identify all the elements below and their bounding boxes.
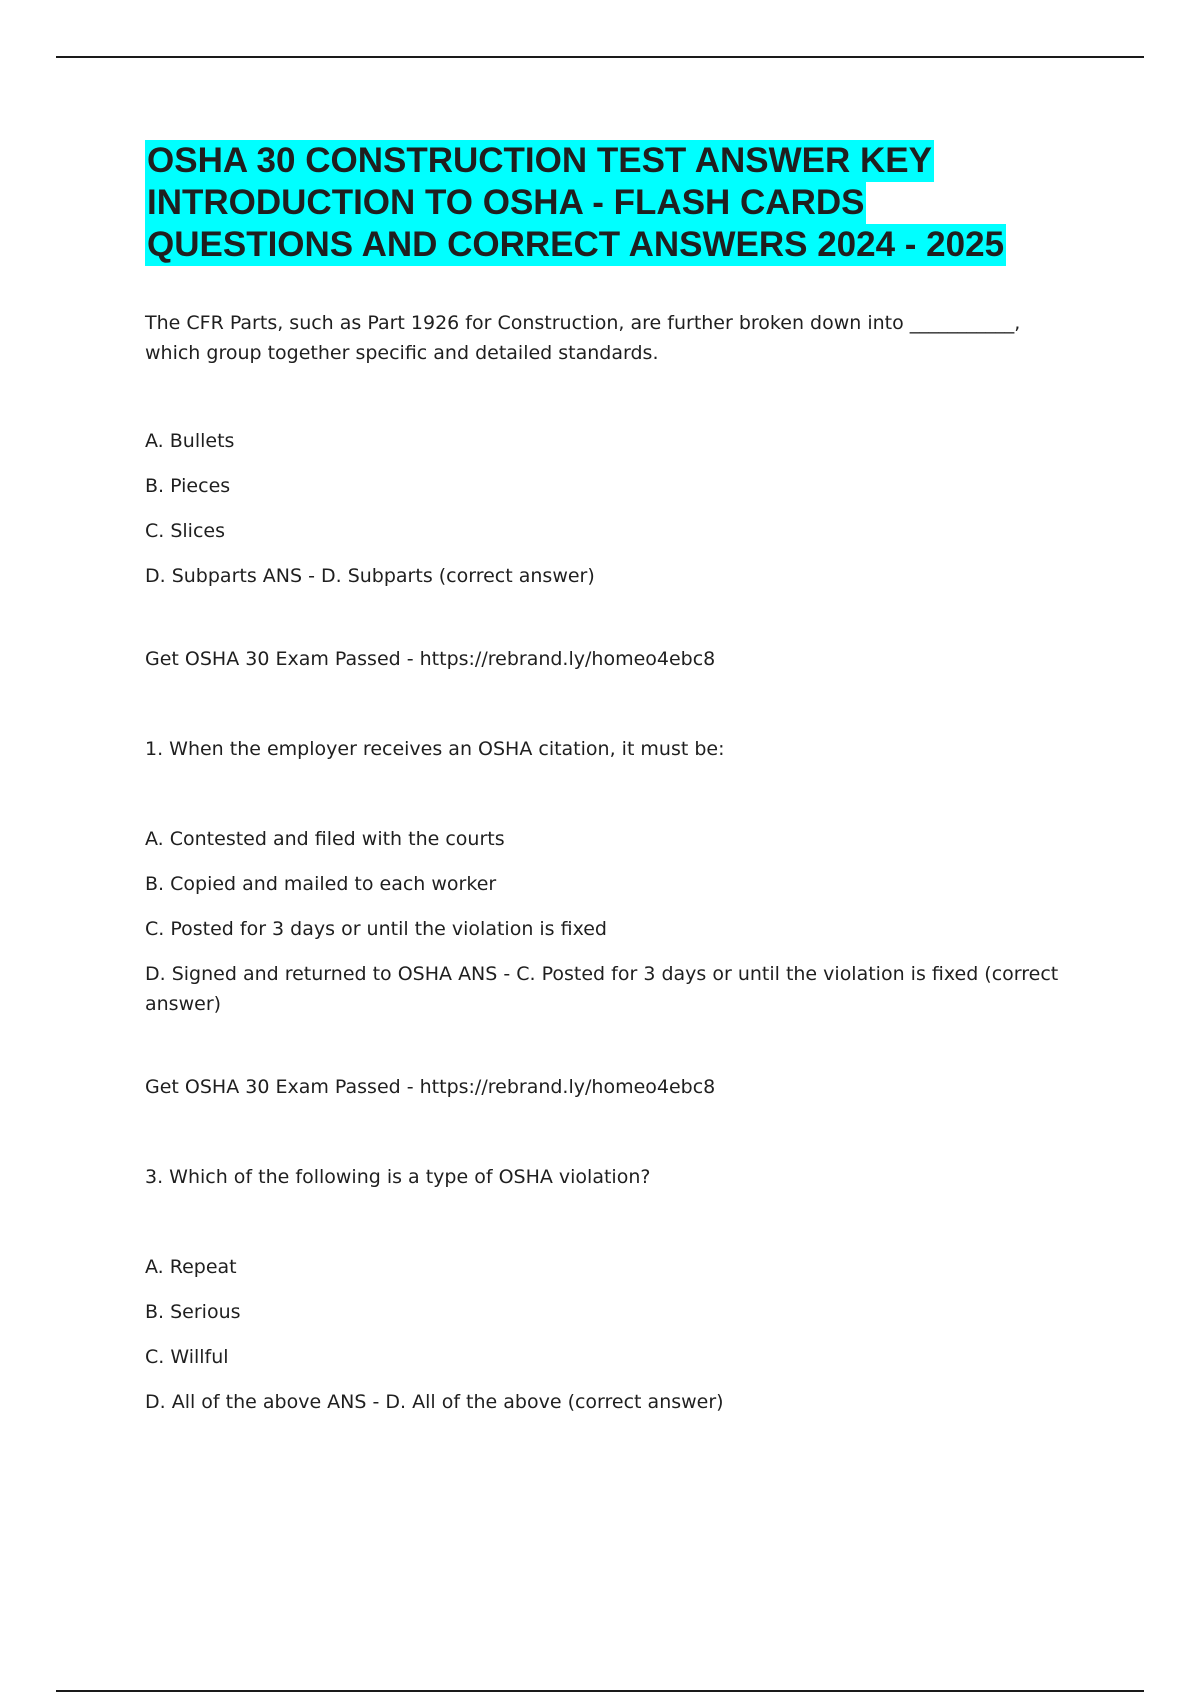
option-a: A. Bullets	[145, 430, 235, 452]
option-a: A. Contested and filed with the courts	[145, 828, 505, 850]
document-body	[145, 140, 1065, 1432]
option-c: C. Slices	[145, 520, 225, 542]
document-title	[145, 140, 1065, 266]
title-line-2: INTRODUCTION TO OSHA - FLASH CARDS	[147, 183, 865, 222]
question-text: 1. When the employer receives an OSHA citation, it must be:	[145, 738, 725, 760]
option-c: C. Willful	[145, 1346, 229, 1368]
question-text: The CFR Parts, such as Part 1926 for Construction, are further broken down into ___________, which group together specific and detailed standards.	[145, 312, 1021, 364]
option-a: A. Repeat	[145, 1256, 237, 1278]
option-d-answer: D. Subparts ANS - D. Subparts (correct answer)	[145, 565, 595, 587]
option-b: B. Pieces	[145, 475, 231, 497]
option-d-answer: D. All of the above ANS - D. All of the above (correct answer)	[145, 1391, 724, 1413]
title-line-1: OSHA 30 CONSTRUCTION TEST ANSWER KEY	[147, 141, 932, 180]
option-c: C. Posted for 3 days or until the violation is fixed	[145, 918, 607, 940]
options-list	[145, 1252, 1065, 1417]
promo-line-1: Get OSHA 30 Exam Passed - https://rebrand.ly/homeo4ebc8	[145, 648, 716, 670]
question-block-1	[145, 308, 1065, 591]
options-list	[145, 426, 1065, 591]
option-b: B. Serious	[145, 1301, 241, 1323]
question-block-2	[145, 734, 1065, 1019]
option-b: B. Copied and mailed to each worker	[145, 873, 497, 895]
top-rule	[56, 56, 1144, 58]
promo-line-2: Get OSHA 30 Exam Passed - https://rebrand.ly/homeo4ebc8	[145, 1076, 716, 1098]
options-list	[145, 824, 1065, 1019]
question-text: 3. Which of the following is a type of OSHA violation?	[145, 1166, 651, 1188]
title-line-3: QUESTIONS AND CORRECT ANSWERS 2024 - 2025	[147, 225, 1005, 264]
option-d-answer: D. Signed and returned to OSHA ANS - C. Posted for 3 days or until the violation is fixed (correct answer)	[145, 963, 1059, 1015]
question-block-3	[145, 1162, 1065, 1417]
bottom-rule	[56, 1690, 1144, 1692]
